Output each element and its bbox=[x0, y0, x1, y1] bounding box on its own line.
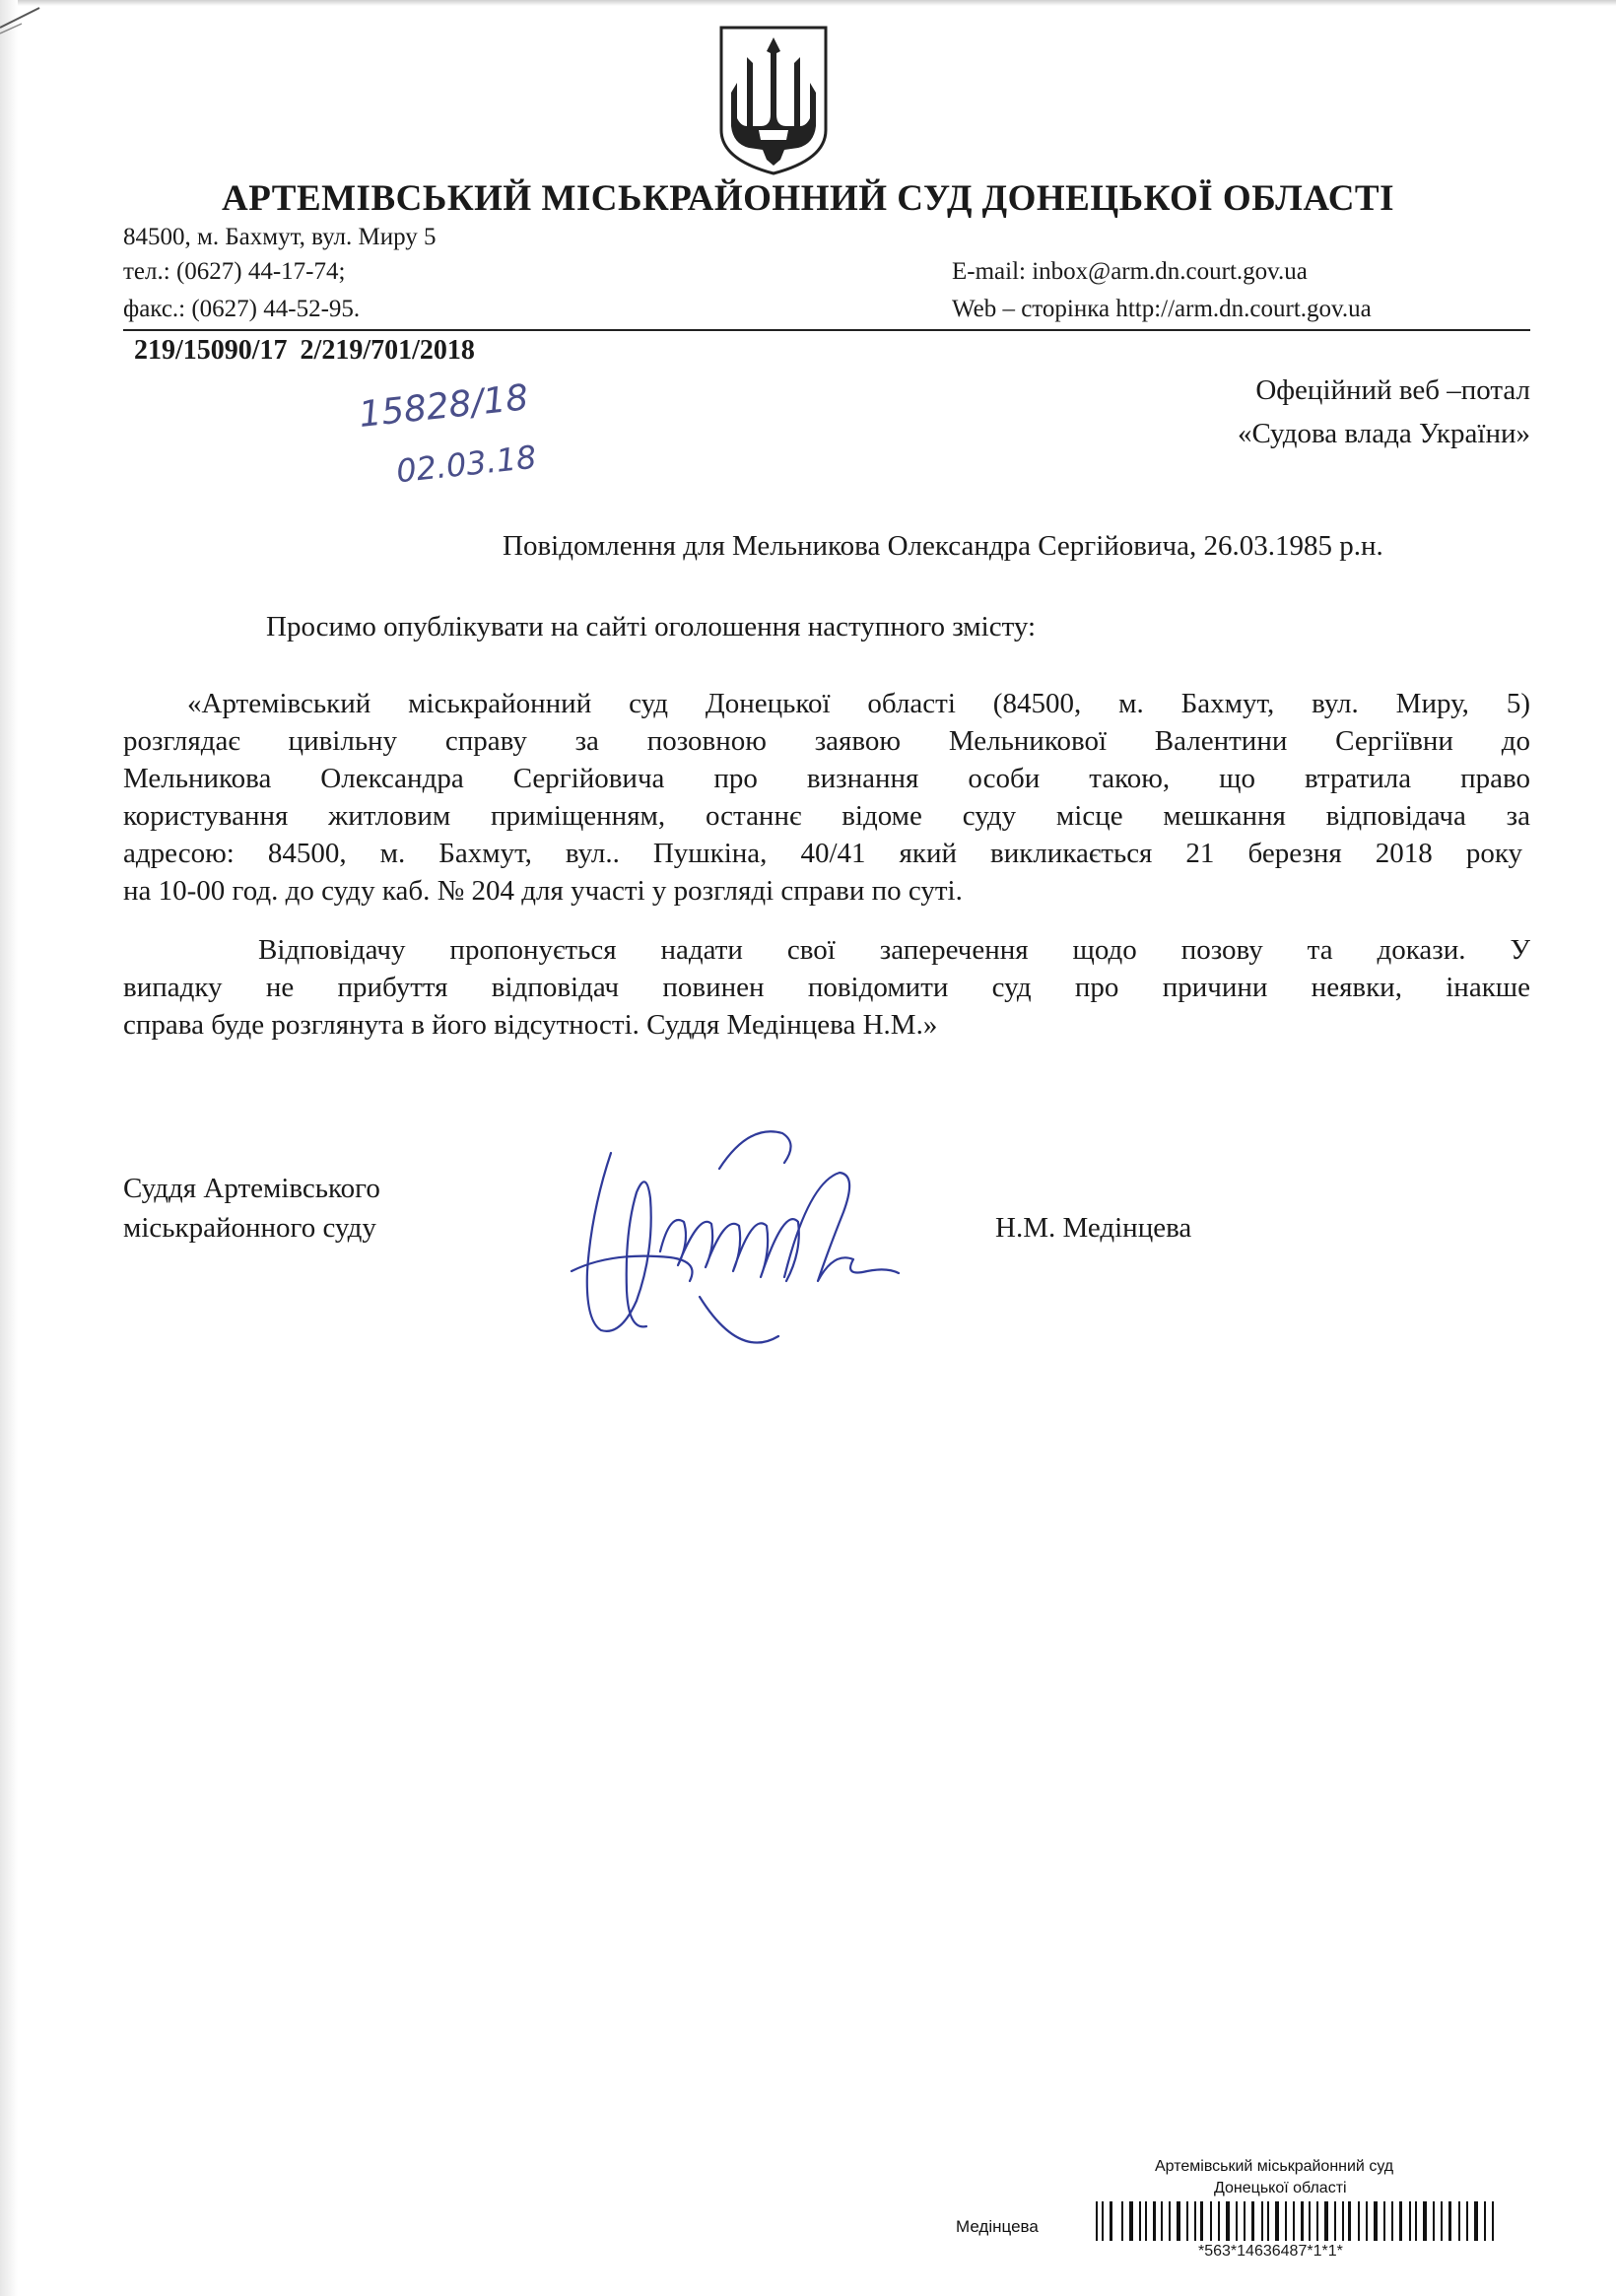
staple-mark bbox=[0, 0, 59, 49]
court-phone: тел.: (0627) 44-17-74; bbox=[123, 258, 346, 285]
stamp-region: Донецької області bbox=[1214, 2180, 1347, 2196]
handwritten-registration-date: 02.03.18 bbox=[394, 438, 539, 491]
notice-addressee: Повідомлення для Мельникова Олександра Сергійовича, 26.03.1985 р.н. bbox=[503, 530, 1383, 562]
announcement-line: випадку не прибуття відповідач повинен повідомити суд про причини неявки, інакше bbox=[123, 972, 1530, 1003]
recipient-line-2: «Судова влада України» bbox=[1237, 418, 1530, 449]
publication-request: Просимо опублікувати на сайті оголошення наступного змісту: bbox=[266, 611, 1037, 642]
barcode-number: *563*14636487*1*1* bbox=[1198, 2243, 1343, 2260]
coat-of-arms-icon bbox=[715, 24, 832, 177]
judge-name: Н.М. Медінцева bbox=[995, 1212, 1192, 1244]
announcement-line: Відповідачу пропонується надати свої заперечення щодо позову та докази. У bbox=[258, 934, 1530, 966]
signature-image bbox=[552, 1104, 907, 1370]
recipient-line-1: Офеційний веб –потал bbox=[1255, 374, 1530, 406]
announcement-line: справа буде розглянута в його відсутності. Суддя Медінцева Н.М.» bbox=[123, 1009, 938, 1041]
announcement-line: користування житловим приміщенням, останнє відоме суду місце мешкання відповідача за bbox=[123, 800, 1530, 832]
announcement-line: «Артемівський міськрайонний суд Донецької області (84500, м. Бахмут, вул. Миру, 5) bbox=[187, 688, 1530, 719]
announcement-line: адресою: 84500, м. Бахмут, вул.. Пушкіна, 40/41 який викликається 21 березня 2018 року bbox=[123, 838, 1522, 869]
court-email: E-mail: inbox@arm.dn.court.gov.ua bbox=[952, 258, 1308, 285]
announcement-line: Мельникова Олександра Сергійовича про визнання особи такою, що втратила право bbox=[123, 763, 1530, 794]
handwritten-registration-number: 15828/18 bbox=[357, 377, 531, 436]
stamp-operator: Медінцева bbox=[956, 2217, 1039, 2236]
announcement-line: розглядає цивільну справу за позовною заявою Мельникової Валентини Сергіївни до bbox=[123, 725, 1530, 757]
judge-position-line-2: міськрайонного суду bbox=[123, 1212, 376, 1244]
stamp-court-name: Артемівський міськрайонний суд bbox=[1155, 2158, 1394, 2175]
judge-position-line-1: Суддя Артемівського bbox=[123, 1173, 380, 1204]
court-fax: факс.: (0627) 44-52-95. bbox=[123, 296, 361, 322]
header-divider bbox=[123, 329, 1530, 331]
court-website: Web – сторінка http://arm.dn.court.gov.ua bbox=[952, 296, 1372, 322]
court-name: АРТЕМІВСЬКИЙ МІСЬКРАЙОННИЙ СУД ДОНЕЦЬКОЇ ОБЛАСТІ bbox=[222, 178, 1394, 219]
page-edge-left bbox=[0, 0, 18, 2296]
barcode-image bbox=[1096, 2199, 1500, 2245]
court-address: 84500, м. Бахмут, вул. Миру 5 bbox=[123, 224, 437, 250]
page-edge bbox=[0, 0, 1616, 6]
announcement-line: на 10-00 год. до суду каб. № 204 для участі у розгляді справи по суті. bbox=[123, 875, 963, 907]
case-numbers: 219/15090/17 2/219/701/2018 bbox=[134, 335, 475, 366]
